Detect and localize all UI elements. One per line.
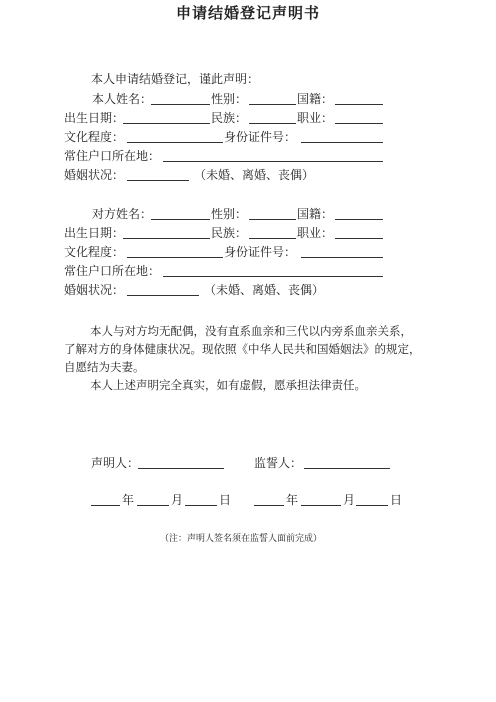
date2-year-label: 年 [286,493,299,507]
date2-day-blank[interactable] [356,505,388,506]
date1-year-blank[interactable] [91,505,120,506]
self-name-blank[interactable] [151,104,210,105]
partner-id-label: 身份证件号： [224,245,297,259]
partner-education-label: 文化程度： [64,245,125,259]
date2-month-blank[interactable] [301,505,341,506]
date1-day-label: 日 [219,493,232,507]
partner-birth-blank[interactable] [123,238,210,239]
partner-gender-blank[interactable] [249,219,296,220]
declarant-label: 声明人： [91,456,140,470]
self-education-label: 文化程度： [64,130,125,144]
partner-residence-label: 常住户口所在地： [64,264,161,278]
partner-birth-label: 出生日期： [64,226,125,240]
intro-text: 本人申请结婚登记，谨此声明： [91,72,260,86]
self-nationality-blank[interactable] [335,104,383,105]
partner-name-label: 对方姓名： [92,207,153,221]
signing-note: （注：声明人签名须在监誓人面前完成） [160,534,323,544]
self-marital-label: 婚姻状况： [64,168,125,182]
self-gender-blank[interactable] [249,104,296,105]
partner-education-blank[interactable] [127,257,223,258]
partner-marital-blank[interactable] [127,295,199,296]
partner-nationality-label: 国籍： [297,207,334,221]
declaration-line-3: 自愿结为夫妻。 [64,360,145,374]
date2-day-label: 日 [390,493,403,507]
partner-residence-blank[interactable] [163,276,383,277]
date2-year-blank[interactable] [254,505,284,506]
self-residence-blank[interactable] [163,161,383,162]
partner-ethnicity-label: 民族： [211,226,248,240]
supervisor-label: 监誓人： [254,456,303,470]
partner-occupation-label: 职业： [297,226,334,240]
document-title: 申请结婚登记声明书 [175,4,320,22]
declaration-line-1: 本人与对方均无配偶，没有直系血亲和三代以内旁系血亲关系， [90,324,412,338]
self-ethnicity-label: 民族： [211,111,248,125]
self-birth-label: 出生日期： [64,111,125,125]
self-id-label: 身份证件号： [224,130,297,144]
date1-day-blank[interactable] [185,505,217,506]
partner-nationality-blank[interactable] [335,219,383,220]
partner-marital-options: （未婚、离婚、丧偶） [204,283,325,297]
self-gender-label: 性别： [211,92,248,106]
self-education-blank[interactable] [127,142,223,143]
self-occupation-label: 职业： [297,111,334,125]
self-birth-blank[interactable] [123,123,210,124]
self-nationality-label: 国籍： [297,92,334,106]
self-occupation-blank[interactable] [335,123,383,124]
date1-year-label: 年 [122,493,135,507]
partner-occupation-blank[interactable] [335,238,383,239]
date1-month-label: 月 [171,493,184,507]
partner-gender-label: 性别： [211,207,248,221]
self-marital-options: （未婚、离婚、丧偶） [194,168,315,182]
self-name-label: 本人姓名： [92,92,153,106]
self-id-blank[interactable] [301,142,383,143]
self-ethnicity-blank[interactable] [249,123,296,124]
supervisor-signature-blank[interactable] [304,468,390,469]
declarant-signature-blank[interactable] [138,468,224,469]
declaration-line-4: 本人上述声明完全真实，如有虚假，愿承担法律责任。 [90,378,366,392]
partner-ethnicity-blank[interactable] [249,238,296,239]
partner-name-blank[interactable] [151,219,210,220]
date2-month-label: 月 [343,493,356,507]
partner-id-blank[interactable] [301,257,383,258]
self-residence-label: 常住户口所在地： [64,149,161,163]
declaration-line-2: 了解对方的身体健康状况。现依照《中华人民共和国婚姻法》的规定， [64,342,421,356]
self-marital-blank[interactable] [127,180,189,181]
date1-month-blank[interactable] [137,505,169,506]
partner-marital-label: 婚姻状况： [64,283,125,297]
